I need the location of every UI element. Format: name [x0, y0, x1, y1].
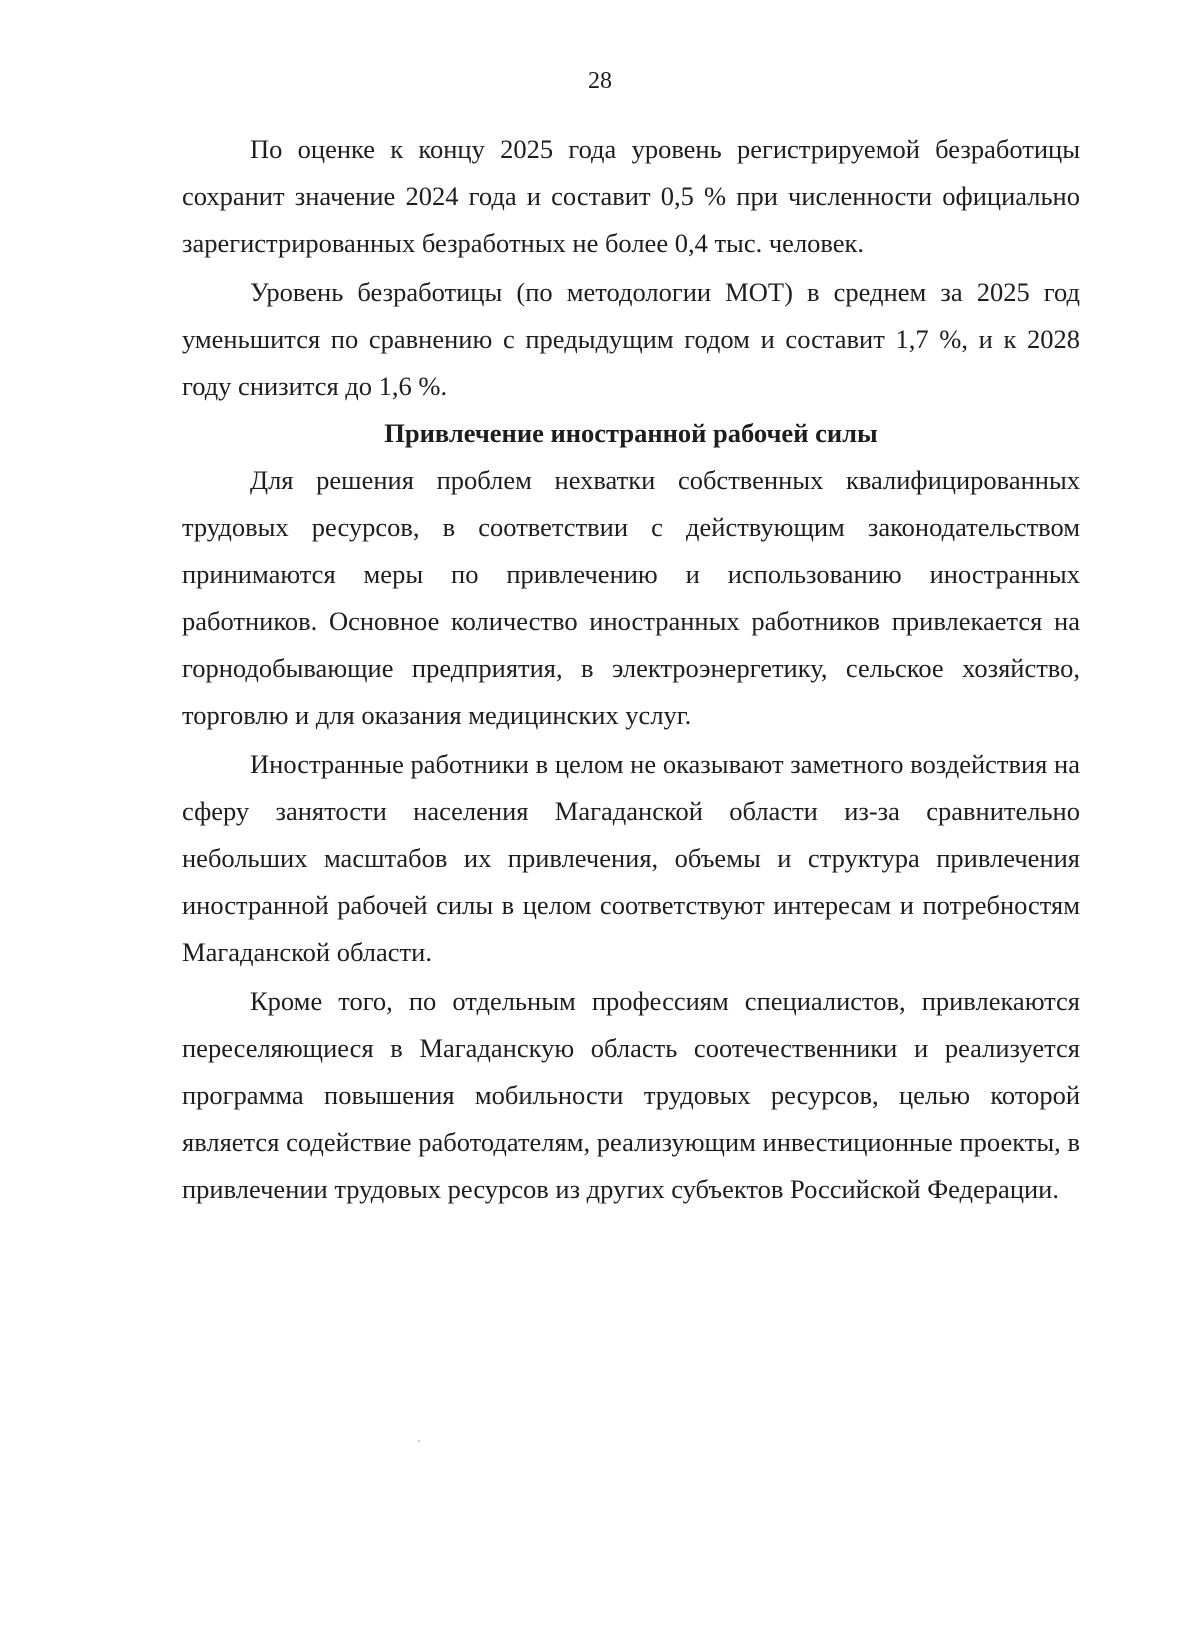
- paragraph-registered-unemployment: По оценке к концу 2025 года уровень регистрируемой безработицы сохранит значение 2024 года и составит 0,5 % при численности официально зарегистрированных безработных не более 0,4 тыс. человек.: [182, 134, 1080, 258]
- section-heading: Привлечение иностранной рабочей силы: [384, 418, 878, 448]
- scan-speck: [418, 1440, 420, 1442]
- page-body: [182, 126, 1080, 1213]
- paragraph-labor-shortage: Для решения проблем нехватки собственных квалифицированных трудовых ресурсов, в соответствии с действующим законодательством принимаются меры по привлечению и использованию иностранных работников. Основное количество иностранных работников привлекается на горнодобывающие предприятия, в электроэнергетику, сельское хозяйство, торговлю и для оказания медицинских услуг.: [182, 465, 1080, 730]
- paragraph-compatriots-program: Кроме того, по отдельным профессиям специалистов, привлекаются переселяющиеся в Магаданскую область соотечественники и реализуется программа повышения мобильности трудовых ресурсов, целью которой является содействие работодателям, реализующим инвестиционные проекты, в привлечении трудовых ресурсов из других субъектов Российской Федерации.: [182, 986, 1080, 1204]
- paragraph-foreign-workers-impact: Иностранные работники в целом не оказывают заметного воздействия на сферу занятости населения Магаданской области из-за сравнительно небольших масштабов их привлечения, объемы и структура привлечения иностранной рабочей силы в целом соответствуют интересам и потребностям Магаданской области.: [182, 749, 1080, 967]
- paragraph-ilo-unemployment: Уровень безработицы (по методологии МОТ) в среднем за 2025 год уменьшится по сравнению с предыдущим годом и составит 1,7 %, и к 2028 году снизится до 1,6 %.: [182, 277, 1080, 401]
- page-number: 28: [588, 68, 612, 94]
